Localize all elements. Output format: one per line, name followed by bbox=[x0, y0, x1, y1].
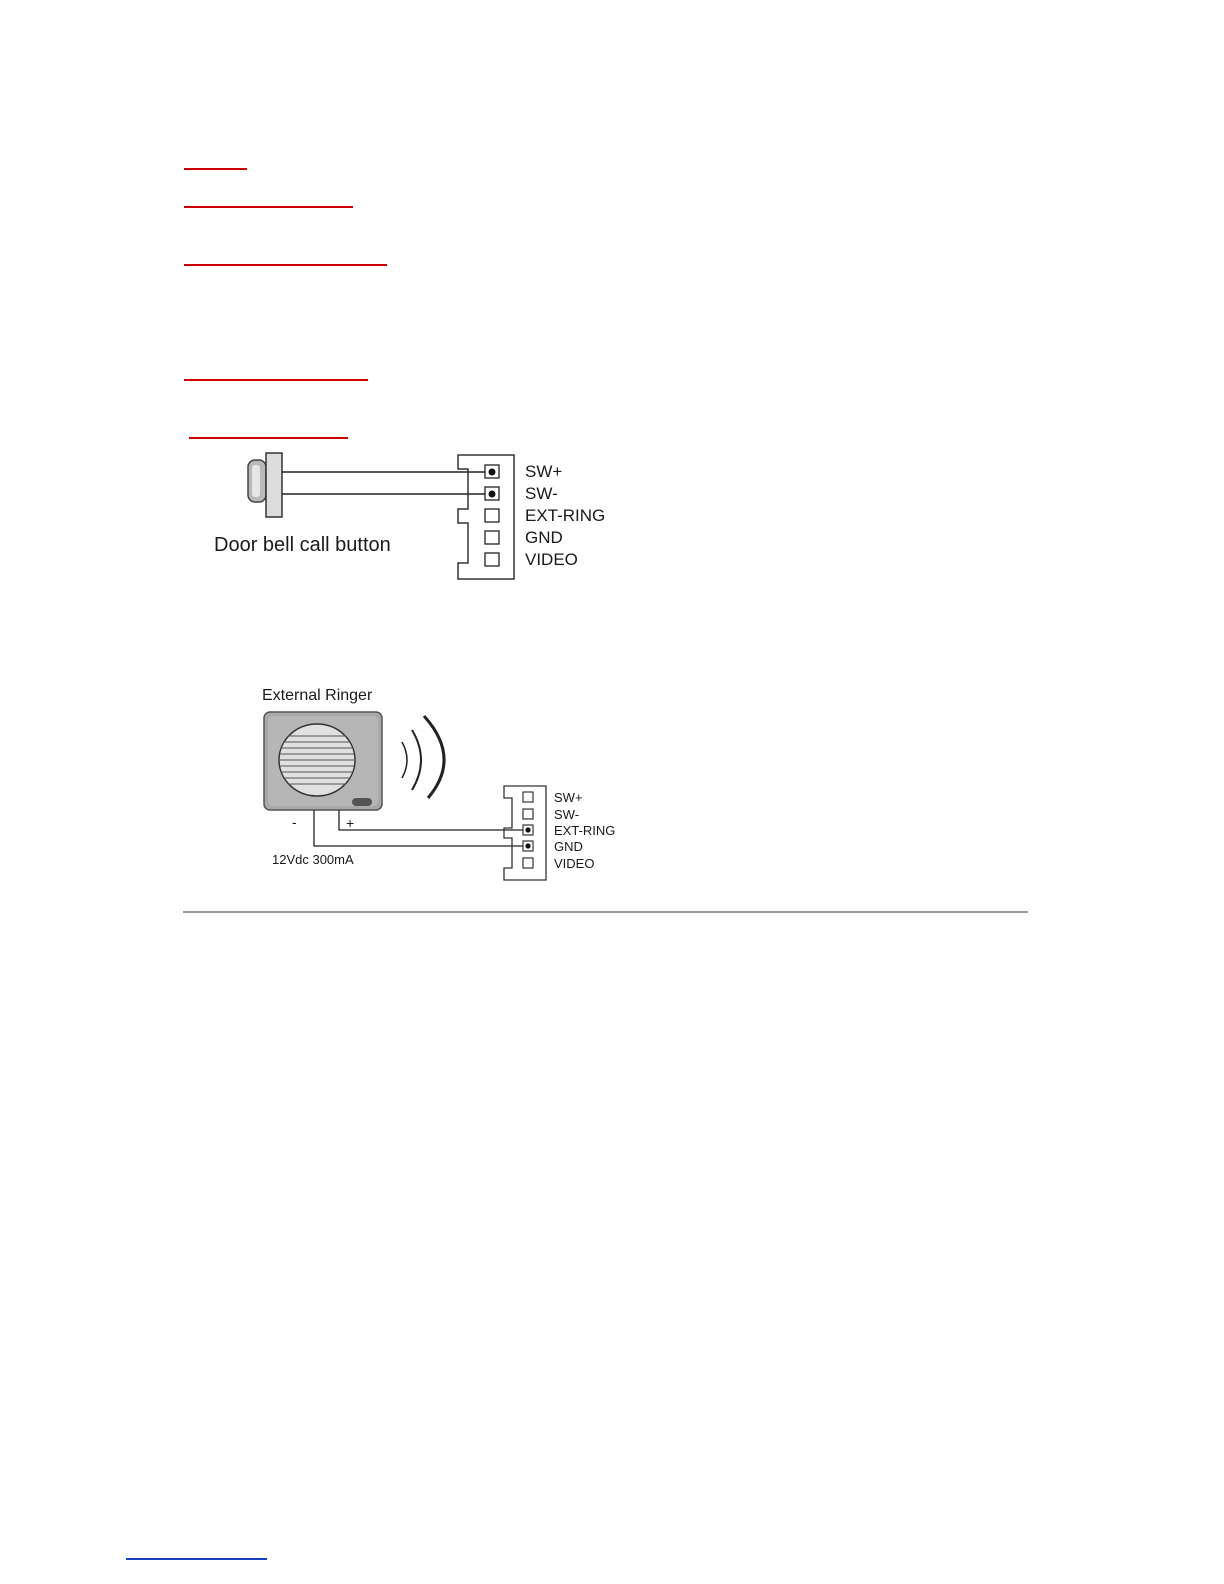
door-bell-button-label: Door bell call button bbox=[214, 534, 391, 556]
external-ringer-icon bbox=[264, 712, 382, 810]
plus-label: + bbox=[346, 815, 355, 831]
terminal-label: SW- bbox=[554, 807, 580, 822]
section-divider bbox=[183, 911, 1028, 913]
door-bell-button-icon bbox=[248, 453, 282, 517]
sound-waves-icon bbox=[402, 716, 444, 798]
heading-link-2[interactable] bbox=[184, 206, 353, 208]
external-ringer-wiring-diagram bbox=[250, 680, 650, 885]
terminal-label: VIDEO bbox=[525, 550, 578, 569]
terminal-label: EXT-RING bbox=[554, 823, 616, 838]
power-rating-label: 12Vdc 300mA bbox=[272, 852, 354, 867]
connector-pins bbox=[523, 792, 533, 868]
terminal-label: VIDEO bbox=[554, 856, 595, 871]
terminal-label: SW+ bbox=[554, 790, 583, 805]
connector-pins bbox=[485, 465, 499, 566]
doorbell-wiring-diagram bbox=[200, 445, 640, 590]
terminal-label: EXT-RING bbox=[525, 506, 606, 525]
footer-link[interactable] bbox=[126, 1558, 267, 1560]
terminal-label: GND bbox=[525, 528, 563, 547]
heading-link-3[interactable] bbox=[184, 264, 387, 266]
heading-link-1[interactable] bbox=[184, 168, 247, 170]
wire-ext-ring bbox=[339, 810, 528, 830]
heading-link-4[interactable] bbox=[184, 379, 368, 381]
terminal-label: SW- bbox=[525, 484, 558, 503]
heading-link-5[interactable] bbox=[189, 437, 348, 439]
terminal-label: SW+ bbox=[525, 462, 563, 481]
minus-label: - bbox=[292, 814, 297, 830]
external-ringer-title: External Ringer bbox=[262, 687, 373, 704]
terminal-label: GND bbox=[554, 839, 583, 854]
